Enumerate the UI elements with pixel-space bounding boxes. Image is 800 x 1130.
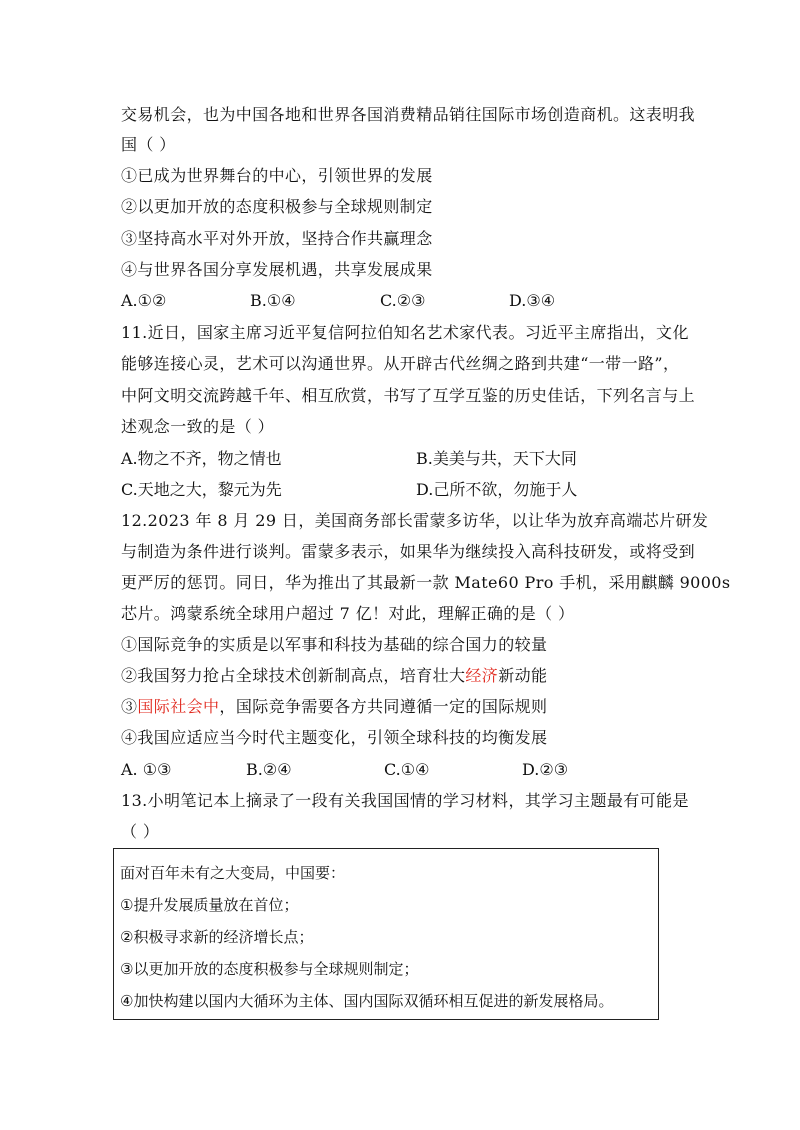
q12-option-b: B.②④ xyxy=(246,760,292,779)
note-material-box xyxy=(113,848,659,1020)
q12-statement-3 xyxy=(121,696,547,718)
q10-statement-3: ③坚持高水平对外开放，坚持合作共赢理念 xyxy=(121,229,433,248)
q10-option-c: C.②③ xyxy=(380,291,426,310)
q12-statement-3-text: ，国际竞争需要各方共同遵循一定的国际规则 xyxy=(219,697,548,716)
q11-stem-line-3: 中阿文明交流跨越千年、相互欣赏，书写了互学互鉴的历史佳话，下列名言与上 xyxy=(121,386,696,405)
q12-option-d: D.②③ xyxy=(522,760,569,779)
q12-option-a: A. ①③ xyxy=(121,760,172,779)
q11-stem-line-1: 11.近日，国家主席习近平复信阿拉伯知名艺术家代表。习近平主席指出，文化 xyxy=(121,323,689,342)
q13-stem-line-2: （ ） xyxy=(121,822,160,841)
q10-statement-4: ④与世界各国分享发展机遇，共享发展成果 xyxy=(121,260,433,279)
note-item-2: ②积极寻求新的经济增长点； xyxy=(120,928,314,946)
q12-statement-3-highlight: 国际社会中 xyxy=(137,697,220,716)
q12-statement-2-tail: 新动能 xyxy=(498,666,548,685)
q11-option-b: B.美美与共，天下大同 xyxy=(416,449,577,468)
q12-option-c: C.①④ xyxy=(384,760,430,779)
q10-statement-1: ①已成为世界舞台的中心，引领世界的发展 xyxy=(121,166,433,185)
q11-option-c: C.天地之大，黎元为先 xyxy=(121,480,282,499)
q10-stem-line-2: 国（ ） xyxy=(121,135,176,154)
q11-option-d: D.己所不欲，勿施于人 xyxy=(416,480,578,499)
q12-statement-2-highlight: 经济 xyxy=(465,666,499,685)
q12-statement-2-text: ②我国努力抢占全球技术创新制高点，培育壮大 xyxy=(121,666,466,685)
q10-stem-line-1: 交易机会，也为中国各地和世界各国消费精品销往国际市场创造商机。这表明我 xyxy=(121,105,696,124)
q12-statement-2 xyxy=(121,665,547,687)
q11-stem-line-4: 述观念一致的是（ ） xyxy=(121,417,275,436)
q12-statement-3-number: ③ xyxy=(121,697,138,716)
q11-option-a: A.物之不齐，物之情也 xyxy=(121,449,282,468)
note-item-3: ③以更加开放的态度积极参与全球规则制定； xyxy=(120,960,419,978)
q10-option-d: D.③④ xyxy=(509,291,556,310)
q10-option-a: A.①② xyxy=(121,291,167,310)
q10-option-b: B.①④ xyxy=(250,291,296,310)
note-heading: 面对百年未有之大变局，中国要： xyxy=(120,864,346,882)
q12-stem-line-3: 更严厉的惩罚。同日，华为推出了其最新一款 Mate60 Pro 手机，采用麒麟 9000s xyxy=(121,573,731,592)
q12-stem-line-2: 与制造为条件进行谈判。雷蒙多表示，如果华为继续投入高科技研发，或将受到 xyxy=(121,542,696,561)
q12-stem-line-4: 芯片。鸿蒙系统全球用户超过 7 亿！对此，理解正确的是（ ） xyxy=(121,604,575,623)
q10-statement-2: ②以更加开放的态度积极参与全球规则制定 xyxy=(121,197,433,216)
q12-statement-1: ①国际竞争的实质是以军事和科技为基础的综合国力的较量 xyxy=(121,635,548,654)
note-item-4: ④加快构建以国内大循环为主体、国内国际双循环相互促进的新发展格局。 xyxy=(120,992,614,1010)
q12-stem-line-1: 12.2023 年 8 月 29 日，美国商务部长雷蒙多访华，以让华为放弃高端芯片研发 xyxy=(121,511,709,530)
q11-stem-line-2: 能够连接心灵，艺术可以沟通世界。从开辟古代丝绸之路到共建“一带一路”， xyxy=(121,354,680,373)
q13-stem-line-1: 13.小明笔记本上摘录了一段有关我国国情的学习材料，其学习主题最有可能是 xyxy=(121,791,689,810)
note-item-1: ①提升发展质量放在首位； xyxy=(120,896,299,914)
q12-statement-4: ④我国应适应当今时代主题变化，引领全球科技的均衡发展 xyxy=(121,728,548,747)
